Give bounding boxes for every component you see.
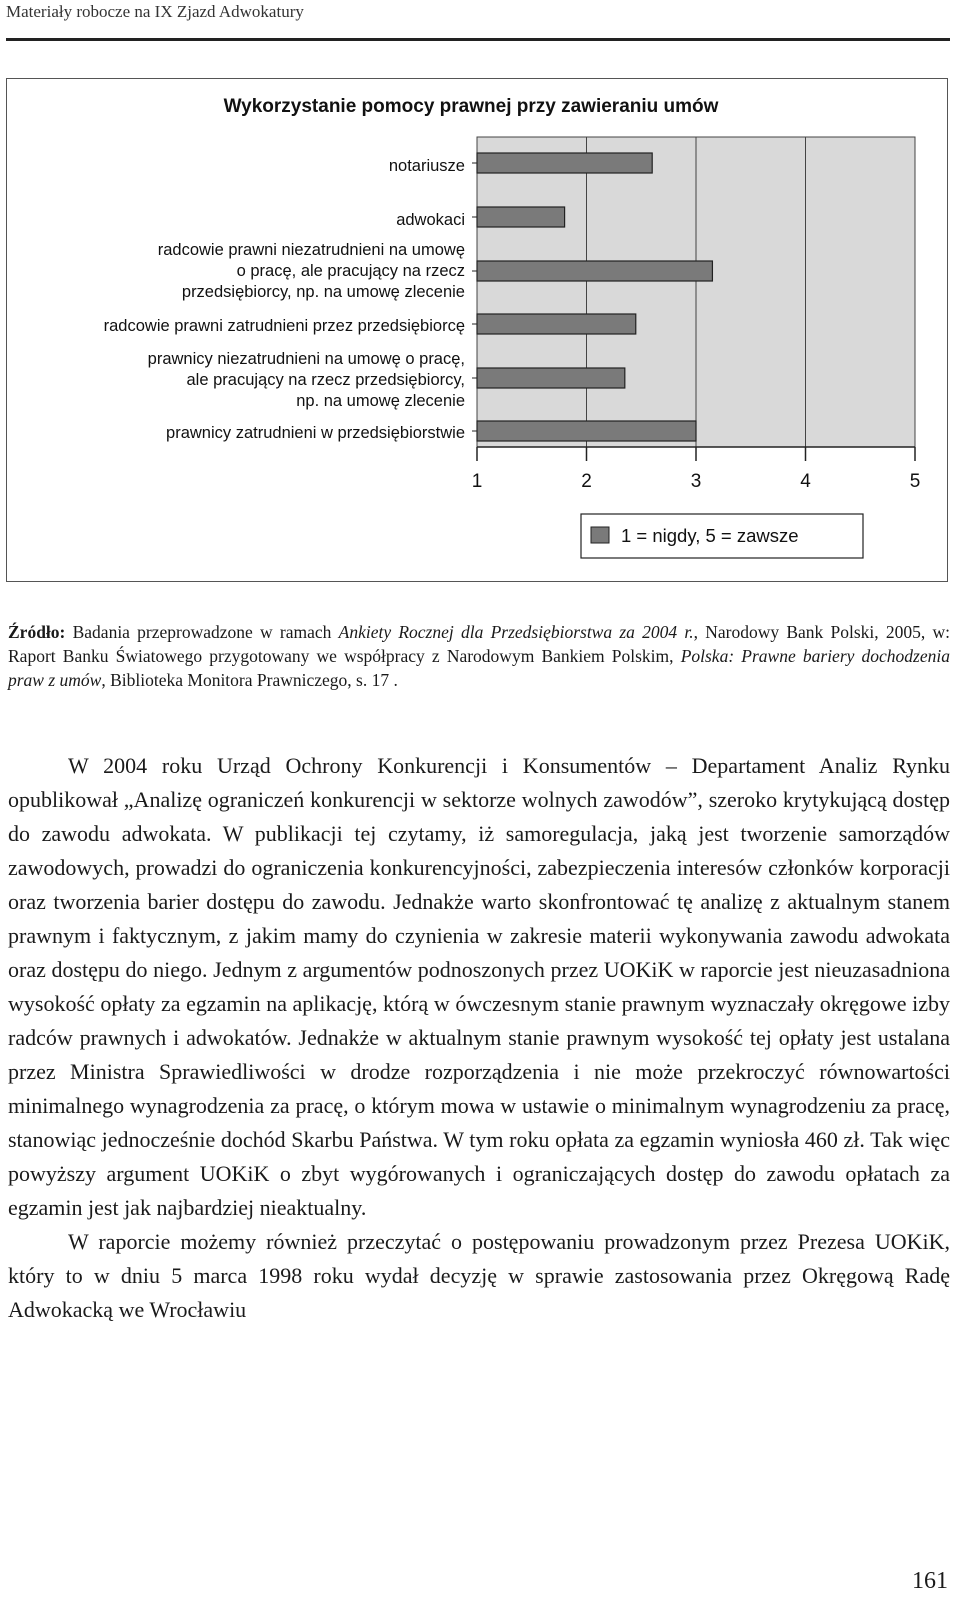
source-label: Źródło: — [8, 622, 66, 642]
page-number: 161 — [912, 1568, 948, 1594]
source-text-3: , Biblioteka Monitora Prawniczego, s. 17 . — [101, 670, 398, 690]
category-label: adwokaci — [396, 211, 465, 229]
category-label: prawnicy niezatrudnieni na umowę o pracę, — [147, 350, 465, 368]
bar-chart — [7, 79, 949, 583]
running-header — [6, 0, 950, 41]
legend-label: 1 = nigdy, 5 = zawsze — [621, 525, 799, 546]
chart-title: Wykorzystanie pomocy prawnej przy zawieraniu umów — [223, 96, 719, 117]
running-title: Materiały robocze na IX Zjazd Adwokatury — [6, 2, 304, 21]
paragraph-2: W raporcie możemy również przeczytać o postępowaniu prowadzonym przez Prezesa UOKiK, który to w dniu 5 marca 1998 roku wydał decyzję w sprawie zastosowania przez Okręgową Radę Adwokacką we Wrocławiu — [8, 1229, 950, 1322]
category-label: notariusze — [388, 157, 465, 175]
bar — [477, 368, 625, 388]
source-italic-1: Ankiety Rocznej dla Przedsiębiorstwa za 2004 r. — [338, 622, 694, 642]
category-label: ale pracujący na rzecz przedsiębiorcy, — [186, 371, 465, 389]
x-tick-label: 3 — [690, 471, 702, 492]
paragraph-1: W 2004 roku Urząd Ochrony Konkurencji i Konsumentów – Departament Analiz Rynku opublikował „Analizę ograniczeń konkurencji w sektorze wolnych zawodów”, szeroko krytykującą dostęp do zawodu adwokata. W publikacji tej czytamy, iż samoregulacja, jaką jest tworzenie samorządów zawodowych, prowadzi do ograniczenia konkurencyjności, zabezpieczenia interesów członków korporacji oraz tworzenia barier dostępu do zawodu. Jednakże warto skonfrontować tę analizę z aktualnym stanem prawnym i faktycznym, z jakim mamy do czynienia w zakresie materii wykonywania zawodu adwokata oraz dostępu do niego. Jednym z argumentów podnoszonych przez UOKiK w raporcie jest nieuzasadniona wysokość opłaty za egzamin na aplikację, którą w ówczesnym stanie prawnym wyznaczały okręgowe izby radców prawnych i adwokatów. Jednakże w aktualnym stanie prawnym wysokość tej opłaty jest ustalana przez Ministra Sprawiedliwości w drodze rozporządzenia i nie może przekroczyć równowartości minimalnego wynagrodzenia za pracę, o którym mowa w ustawie o minimalnym wynagrodzeniu za pracę, stanowiąc jednocześnie dochód Skarbu Państwa. W tym roku opłata za egzamin wyniosła 460 zł. Tak więc powyższy argument UOKiK o zbyt wygórowanych i ograniczających dostęp do zawodu opłatach za egzamin jest jak najbardziej nieaktualny. — [8, 753, 950, 1220]
chart-figure — [6, 78, 948, 582]
bar — [477, 261, 712, 281]
category-label: radcowie prawni niezatrudnieni na umowę — [157, 241, 465, 259]
x-tick-label: 4 — [800, 471, 811, 492]
source-text-2: , Narodowy Bank Polski, 2005, w: Raport Banku Światowego przygotowany we współpracy z Narodowym Bankiem Polskim, — [8, 622, 950, 666]
bar — [477, 207, 565, 227]
legend-swatch — [591, 527, 609, 543]
bar — [477, 421, 696, 441]
bar — [477, 153, 652, 173]
x-tick-label: 5 — [909, 471, 921, 492]
category-label: radcowie prawni zatrudnieni przez przedsiębiorcę — [103, 317, 465, 335]
x-tick-label: 2 — [581, 471, 592, 492]
source-text-1: Badania przeprowadzone w ramach — [65, 622, 339, 642]
source-italic-2: Polska: Prawne bariery dochodzenia praw z umów — [8, 646, 950, 690]
category-label: przedsiębiorcy, np. na umowę zlecenie — [181, 283, 465, 301]
source-note — [8, 620, 950, 692]
x-tick-label: 1 — [471, 471, 483, 492]
body-text — [8, 749, 950, 1327]
category-label: prawnicy zatrudnieni w przedsiębiorstwie — [166, 424, 465, 442]
category-label: o pracę, ale pracujący na rzecz — [236, 262, 465, 280]
bar — [477, 314, 636, 334]
category-label: np. na umowę zlecenie — [296, 392, 465, 410]
